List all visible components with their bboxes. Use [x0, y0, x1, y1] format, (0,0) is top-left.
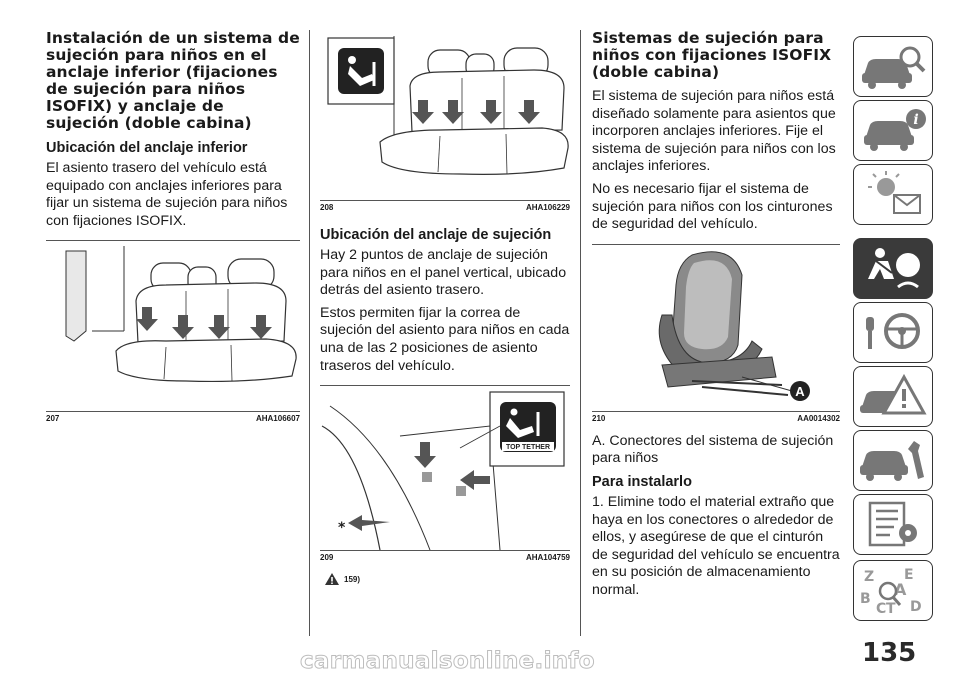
section-heading-isofix: Instalación de un sistema de sujeción para niños en el anclaje inferior (fijaciones de sujeción para niños ISOFIX) y anclaje de sujeción (doble cabina) — [46, 29, 300, 132]
car-emergency-icon — [854, 367, 931, 425]
index-letter-c: C — [876, 601, 887, 617]
figure-number: 209 — [320, 553, 334, 563]
callout-a: A — [795, 383, 805, 399]
car-info-icon — [854, 101, 931, 159]
sidebar-tab-car-info[interactable] — [853, 100, 933, 161]
sidebar-tab-emergency[interactable] — [853, 366, 933, 427]
paragraph-install-step-1: 1. Elimine todo el material extraño que haya en los conectores o alrededor de ellos, y asegúrese de que el cinturón de seguridad del vehículo se encuentra en su posición de almacenamiento normal. — [592, 493, 840, 598]
figure-caption-208 — [320, 200, 570, 212]
warning-reference — [320, 572, 570, 586]
star-marker: * — [338, 520, 346, 537]
page-number: 135 — [862, 638, 917, 668]
figure-caption-209 — [320, 550, 570, 562]
paragraph-tether-usage: Estos permiten fijar la correa de sujeción del asiento para niños en cada una de las 2 posiciones de asiento traseros del vehículo. — [320, 304, 570, 374]
figure-210 — [592, 244, 840, 423]
sidebar-tab-key-steering[interactable] — [853, 302, 933, 363]
index-letter-d: D — [910, 599, 922, 615]
sidebar-tab-maintenance[interactable] — [853, 430, 933, 491]
subheading-install: Para instalarlo — [592, 473, 692, 490]
index-icon — [854, 561, 931, 619]
warning-ref-number: 159) — [344, 574, 361, 584]
svg-text:i: i — [913, 112, 919, 128]
figure-legend-a: A. Conectores del sistema de sujeción para niños — [592, 432, 834, 467]
column-divider-right — [580, 30, 581, 636]
specifications-icon — [854, 495, 931, 553]
section-heading-isofix-double-cab: Sistemas de sujeción para niños con fijaciones ISOFIX (doble cabina) — [592, 29, 832, 81]
car-maintenance-icon — [854, 431, 931, 489]
paragraph-no-seatbelt: No es necesario fijar el sistema de sujeción para niños con los cinturones de seguridad del vehículo. — [592, 180, 833, 233]
car-search-icon — [854, 37, 931, 95]
watermark: carmanualsonline.info — [300, 648, 595, 674]
index-letter-z: Z — [864, 569, 875, 585]
figure-caption-207 — [46, 411, 300, 423]
warning-triangle-icon — [324, 572, 340, 586]
sidebar-tab-warning-lights[interactable] — [853, 164, 933, 225]
paragraph-lower-anchor: El asiento trasero del vehículo está equipado con anclajes inferiores para fijar un sistema de sujeción para niños con fijaciones ISOFIX. — [46, 160, 288, 229]
figure-code: AHA106229 — [525, 203, 570, 212]
figure-caption-210 — [592, 411, 840, 423]
figure-number: 210 — [592, 413, 606, 423]
safety-airbag-icon — [854, 239, 931, 297]
rear-seat-lower-anchors-illustration — [46, 241, 300, 411]
index-letter-t: T — [886, 601, 896, 617]
figure-208 — [320, 30, 570, 212]
figure-209 — [320, 385, 570, 562]
sidebar-tab-specifications[interactable] — [853, 494, 933, 555]
rear-seat-anchor-symbol-illustration — [320, 30, 570, 200]
sidebar-tab-safety[interactable] — [853, 238, 933, 299]
column-1 — [46, 30, 300, 423]
warning-lights-icon — [854, 165, 931, 223]
column-divider-left — [309, 30, 310, 636]
figure-code: AHA106607 — [255, 414, 300, 424]
figure-code: AHA104759 — [525, 553, 570, 563]
figure-number: 207 — [46, 414, 60, 424]
sidebar-tab-car-search[interactable] — [853, 36, 933, 97]
index-letter-b: B — [860, 591, 871, 607]
column-2 — [320, 30, 570, 586]
figure-code: AA0014302 — [797, 413, 840, 423]
top-tether-anchor-illustration — [320, 386, 570, 550]
subheading-lower-anchor: Ubicación del anclaje inferior — [46, 140, 248, 156]
index-letter-e: E — [904, 567, 914, 583]
index-letter-a: A — [894, 580, 907, 599]
isofix-child-seat-illustration — [592, 245, 840, 411]
tether-label: TOP TETHER — [505, 444, 551, 452]
paragraph-tether-location: Hay 2 puntos de anclaje de sujeción para niños en el panel vertical, ubicado detrás del asiento trasero. — [320, 247, 567, 299]
sidebar-tab-index[interactable] — [853, 560, 933, 621]
figure-number: 208 — [320, 203, 334, 212]
paragraph-isofix-design: El sistema de sujeción para niños está diseñado solamente para asientos que incorporen anclajes inferiores. Fije el sistema de sujeción para niños con los anclajes inferiores. — [592, 88, 836, 175]
column-3 — [592, 30, 840, 605]
subheading-tether-anchor: Ubicación del anclaje de sujeción — [320, 227, 552, 243]
key-steering-icon — [854, 303, 931, 361]
figure-207 — [46, 240, 300, 423]
